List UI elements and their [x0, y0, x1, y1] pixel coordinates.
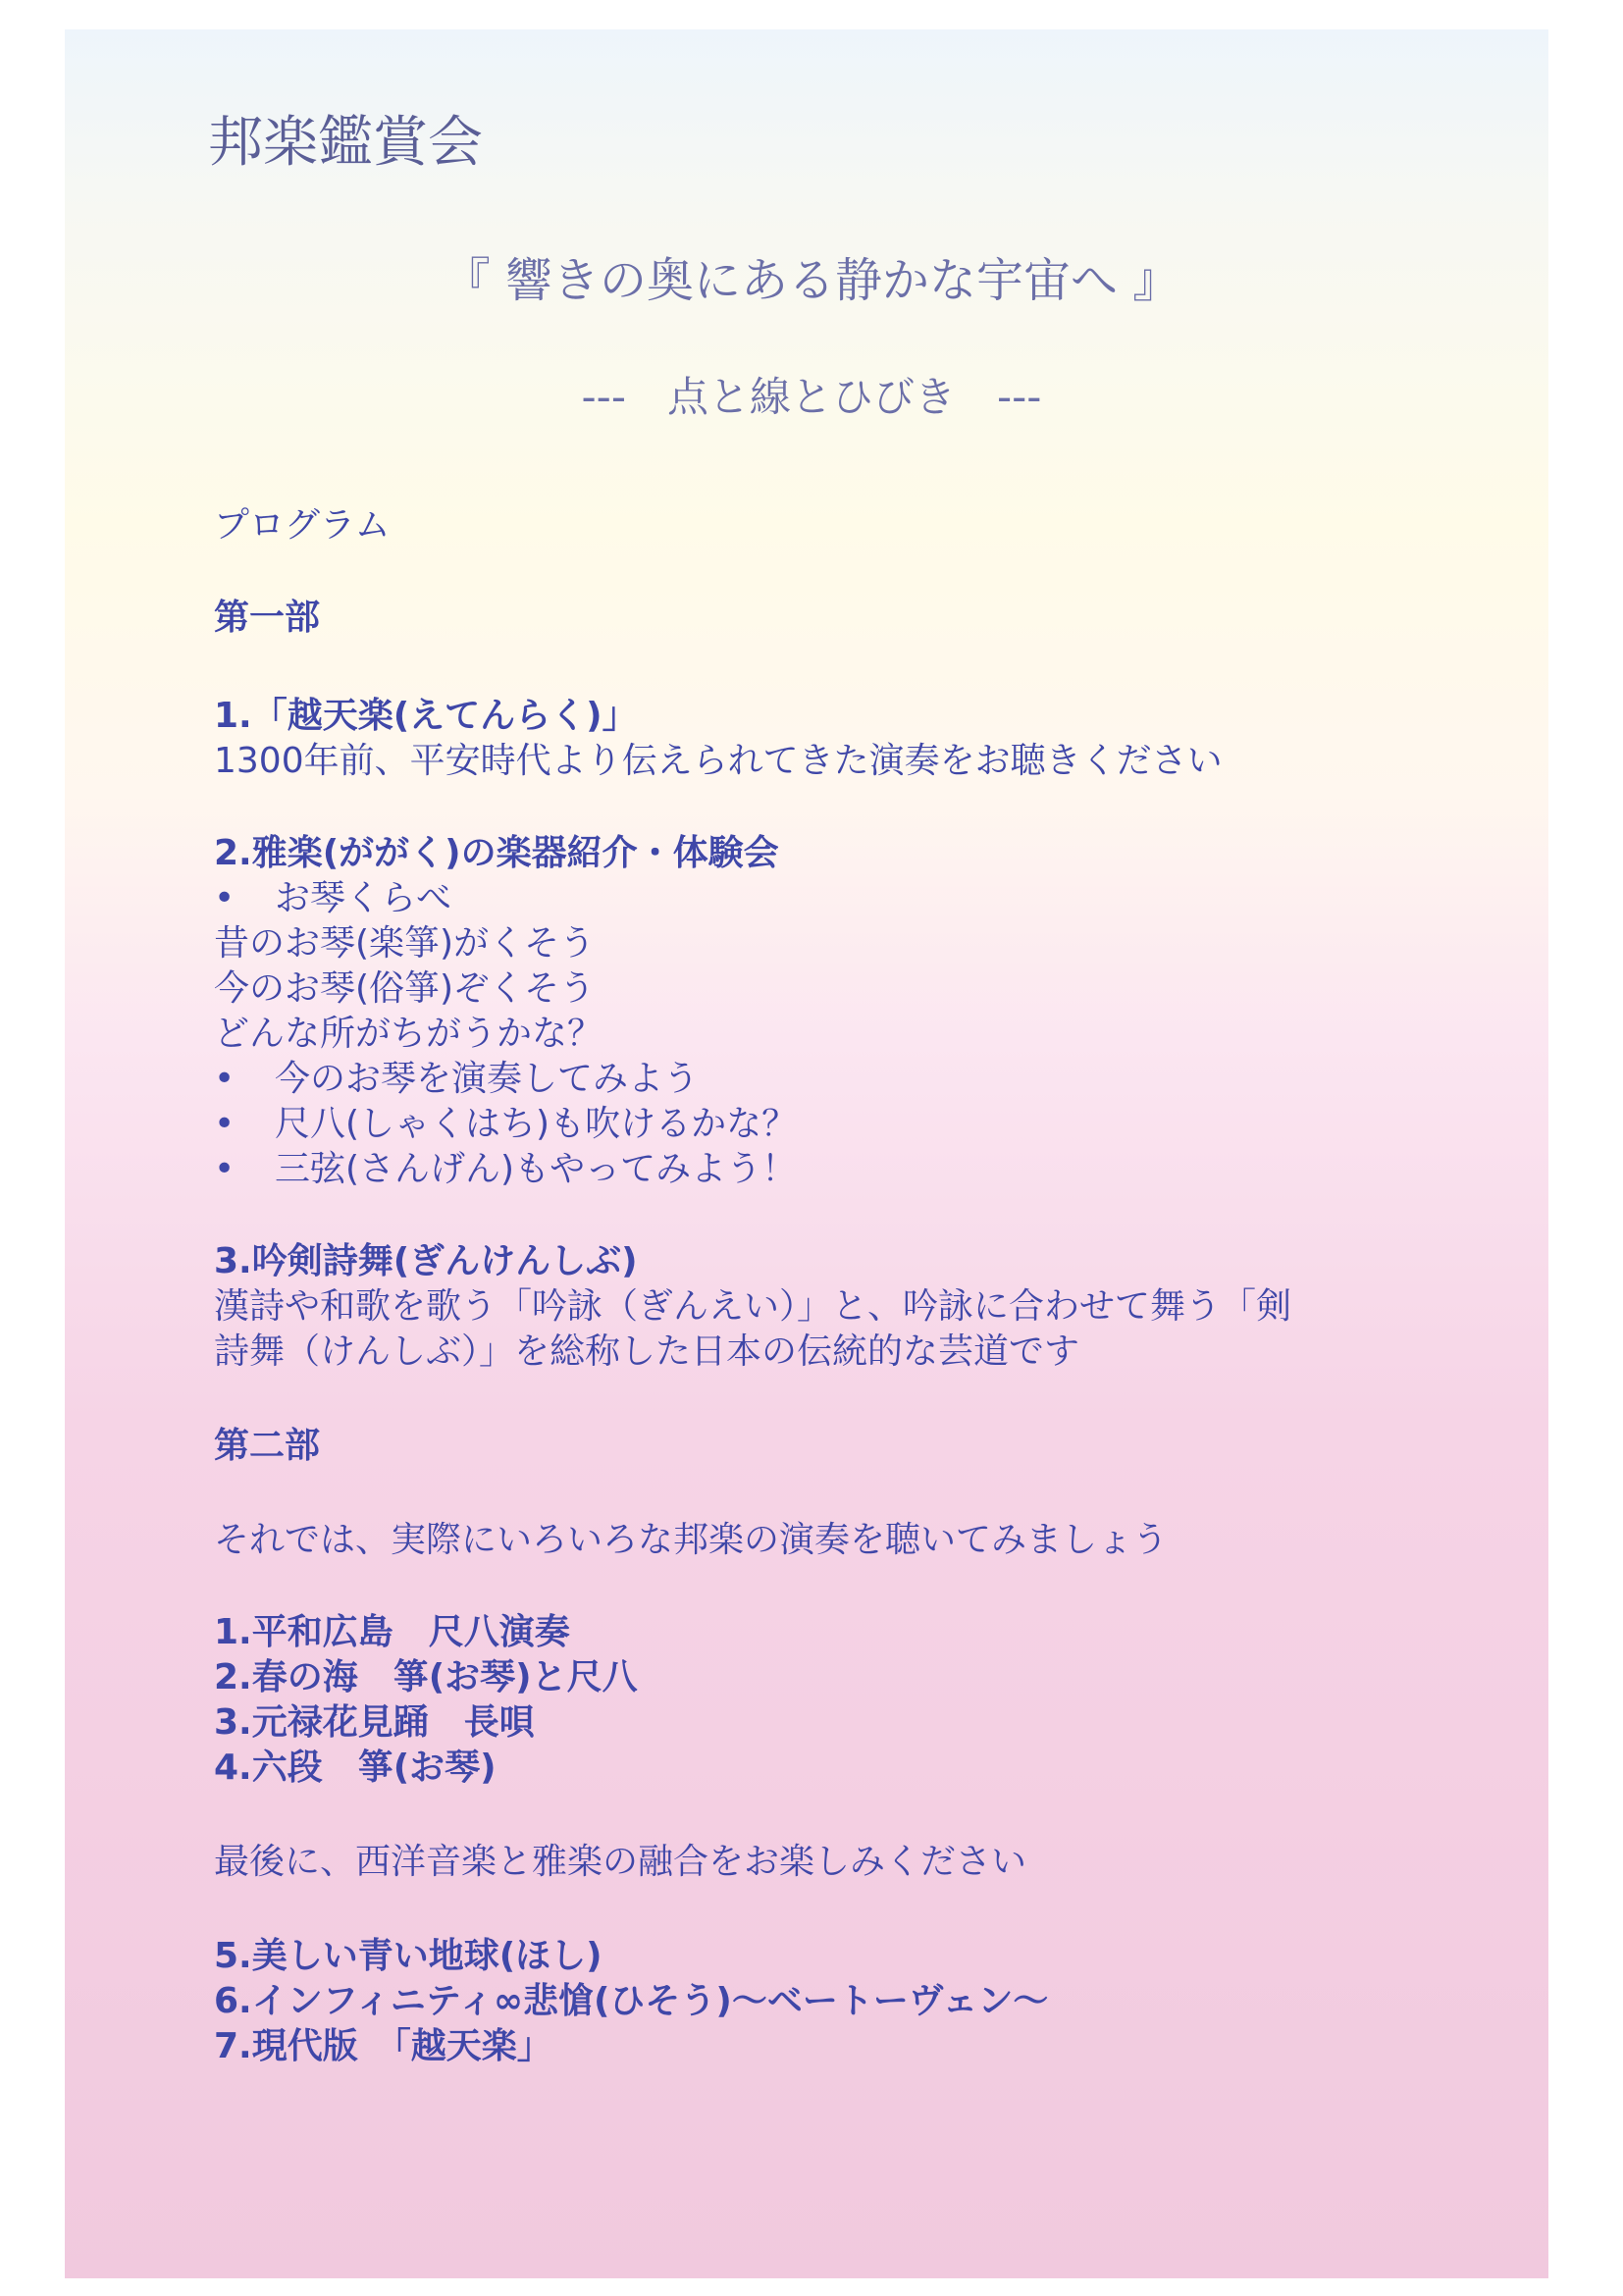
part1-item1-desc: 1300年前、平安時代より伝えられてきた演奏をお聴きください [214, 741, 1223, 781]
part1-item2-line1: 昔のお琴(楽箏)がくそう [214, 923, 596, 964]
event-tagline: --- 点と線とひびき --- [581, 373, 1042, 421]
part2-list2-item: 6.インフィニティ∞悲愴(ひそう)～ベートーヴェン～ [214, 1981, 1049, 2021]
part2-list2-item: 5.美しい青い地球(ほし) [214, 1936, 602, 1976]
part1-heading: 第一部 [214, 598, 321, 638]
list-item [214, 878, 452, 918]
part1-item3-title: 3.吟剣詩舞(ぎんけんしぶ) [214, 1241, 638, 1281]
page-title: 邦楽鑑賞会 [208, 111, 483, 175]
part2-list1-item: 2.春の海 箏(お琴)と尺八 [214, 1657, 638, 1697]
event-subtitle: 『 響きの奥にある静かな宇宙へ 』 [443, 253, 1180, 308]
part2-list1-item: 1.平和広島 尺八演奏 [214, 1612, 570, 1652]
bullet-icon: • [214, 1059, 236, 1099]
list-item [214, 1149, 798, 1189]
bullet-text: 三弦(さんげん)もやってみよう！ [275, 1149, 798, 1189]
part2-list1-item: 3.元禄花見踊 長唄 [214, 1702, 535, 1743]
bullet-icon: • [214, 1104, 236, 1144]
part2-heading: 第二部 [214, 1426, 321, 1466]
part1-item3-desc2: 詩舞（けんしぶ）」を総称した日本の伝統的な芸道です [214, 1331, 1080, 1372]
part2-intro: それでは、実際にいろいろな邦楽の演奏を聴いてみましょう [214, 1520, 1169, 1560]
part2-list2-item: 7.現代版 「越天楽」 [214, 2026, 552, 2066]
bullet-icon: • [214, 1149, 236, 1189]
part1-item2-line3: どんな所がちがうかな？ [214, 1014, 603, 1054]
part2-list1-item: 4.六段 箏(お琴) [214, 1748, 497, 1788]
part1-item3-desc1: 漢詩や和歌を歌う「吟詠（ぎんえい）」と、吟詠に合わせて舞う「剣 [214, 1286, 1292, 1327]
part2-closing: 最後に、西洋音楽と雅楽の融合をお楽しみください [214, 1842, 1027, 1882]
part1-item2-title: 2.雅楽(ががく)の楽器紹介・体験会 [214, 833, 779, 873]
part1-item2-line2: 今のお琴(俗箏)ぞくそう [214, 968, 596, 1009]
bullet-icon: • [214, 878, 236, 918]
bullet-text: お琴くらべ [275, 878, 452, 918]
part1-item1-title: 1.「越天楽(えてんらく)」 [214, 696, 638, 736]
list-item [214, 1104, 798, 1144]
bullet-text: 尺八(しゃくはち)も吹けるかな？ [275, 1104, 798, 1144]
program-label: プログラム [214, 505, 391, 546]
bullet-text: 今のお琴を演奏してみよう [275, 1059, 700, 1099]
list-item [214, 1059, 700, 1099]
